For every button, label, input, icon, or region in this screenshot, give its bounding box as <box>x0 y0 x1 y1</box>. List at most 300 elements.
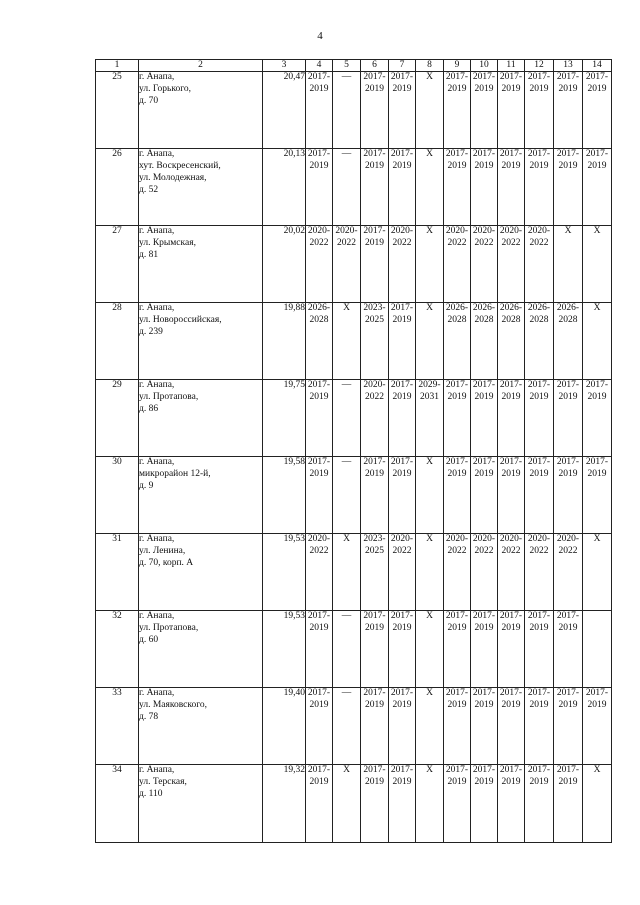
period-cell <box>471 765 498 843</box>
address-line: ул. Новороссийская, <box>139 314 222 325</box>
period-value: 2017-2019 <box>445 72 469 94</box>
period-value: 2026-2028 <box>527 303 551 325</box>
period-cell <box>554 380 583 457</box>
period-cell <box>306 611 333 688</box>
area-value: 19,40 <box>263 688 306 765</box>
address-line: ул. Ленина, <box>139 545 186 556</box>
period-cell <box>444 72 471 149</box>
period-value: 2017-2019 <box>390 611 414 633</box>
area-value: 20,13 <box>263 149 306 226</box>
address-line: г. Анапа, <box>139 380 175 390</box>
period-cell <box>554 534 583 611</box>
area-value: 19,32 <box>263 765 306 843</box>
address-line: ул. Протапова, <box>139 622 199 633</box>
column-header: 6 <box>361 60 389 72</box>
period-cell <box>498 303 525 380</box>
area-value: 20,47 <box>263 72 306 149</box>
period-value: 2017-2019 <box>472 149 496 171</box>
address-line: г. Анапа, <box>139 611 175 621</box>
period-value: 2017-2019 <box>499 457 523 479</box>
period-value: X <box>426 765 433 775</box>
period-cell <box>306 303 333 380</box>
period-cell <box>554 149 583 226</box>
address-line: ул. Крымская, <box>139 237 196 248</box>
address-line: ул. Молодежная, <box>139 172 207 183</box>
period-value: 2017-2019 <box>499 149 523 171</box>
period-value: 2017-2019 <box>363 72 386 94</box>
table-row <box>96 149 612 226</box>
period-cell <box>306 226 333 303</box>
column-header: 1 <box>96 60 139 72</box>
period-value: X <box>426 534 433 544</box>
period-value: 2017-2019 <box>363 457 386 479</box>
period-cell <box>498 765 525 843</box>
period-value: — <box>341 149 352 159</box>
period-value: 2020-2022 <box>390 534 414 556</box>
period-cell <box>333 149 361 226</box>
period-value: X <box>343 534 350 544</box>
address-line: г. Анапа, <box>139 72 175 82</box>
period-cell <box>361 303 389 380</box>
period-value: 2017-2019 <box>363 149 386 171</box>
period-cell <box>583 765 612 843</box>
period-value: 2020-2022 <box>472 534 496 556</box>
period-value: 2017-2019 <box>472 72 496 94</box>
period-cell <box>525 765 554 843</box>
period-cell <box>525 149 554 226</box>
area-value: 19,58 <box>263 457 306 534</box>
column-header: 7 <box>389 60 416 72</box>
period-value: 2017-2019 <box>390 303 414 325</box>
period-value: X <box>593 226 601 236</box>
address-line: г. Анапа, <box>139 303 175 313</box>
address-cell <box>139 72 263 149</box>
period-cell <box>498 534 525 611</box>
period-value: 2017-2019 <box>472 688 496 710</box>
row-number: 32 <box>96 611 139 688</box>
area-value: 19,88 <box>263 303 306 380</box>
area-value: 20,02 <box>263 226 306 303</box>
period-cell <box>361 534 389 611</box>
period-value: 2020-2022 <box>472 226 496 248</box>
period-cell <box>498 226 525 303</box>
period-cell <box>525 457 554 534</box>
period-value: 2017-2019 <box>556 457 580 479</box>
period-value: 2017-2019 <box>307 380 331 402</box>
period-cell <box>498 149 525 226</box>
period-value: 2017-2019 <box>585 688 609 710</box>
period-value: 2026-2028 <box>556 303 580 325</box>
period-cell <box>306 688 333 765</box>
period-value: 2017-2019 <box>363 688 386 710</box>
period-value: X <box>426 688 433 698</box>
period-value: 2017-2019 <box>499 380 523 402</box>
period-value: X <box>426 226 433 236</box>
period-value: X <box>426 303 433 313</box>
period-value: 2017-2019 <box>445 611 469 633</box>
period-value: 2017-2019 <box>527 72 551 94</box>
row-number: 33 <box>96 688 139 765</box>
period-value: — <box>341 611 352 621</box>
column-header: 2 <box>139 60 263 72</box>
address-line: д. 70 <box>139 95 159 106</box>
period-cell <box>525 380 554 457</box>
period-value: 2017-2019 <box>445 380 469 402</box>
period-cell <box>554 226 583 303</box>
period-cell <box>554 765 583 843</box>
period-value: 2026-2028 <box>472 303 496 325</box>
address-cell <box>139 457 263 534</box>
period-value: 2017-2019 <box>585 380 609 402</box>
row-number: 27 <box>96 226 139 303</box>
address-cell <box>139 611 263 688</box>
period-value: 2020-2022 <box>445 534 469 556</box>
table-row <box>96 457 612 534</box>
period-cell <box>471 303 498 380</box>
address-line: г. Анапа, <box>139 226 175 236</box>
row-number: 30 <box>96 457 139 534</box>
page-number: 4 <box>317 30 323 42</box>
period-cell <box>444 380 471 457</box>
period-cell <box>444 303 471 380</box>
address-line: ул. Терская, <box>139 776 187 787</box>
period-value: 2017-2019 <box>390 457 414 479</box>
row-number: 34 <box>96 765 139 843</box>
column-header: 12 <box>525 60 554 72</box>
period-value: 2020-2022 <box>499 226 523 248</box>
period-cell <box>416 688 444 765</box>
period-value: 2017-2019 <box>390 149 414 171</box>
period-value: 2026-2028 <box>307 303 331 325</box>
period-value: 2017-2019 <box>307 611 331 633</box>
period-value: 2020-2022 <box>307 534 331 556</box>
period-value: 2017-2019 <box>445 688 469 710</box>
period-cell <box>306 72 333 149</box>
period-cell <box>554 688 583 765</box>
address-line: г. Анапа, <box>139 149 175 159</box>
period-value: — <box>341 72 352 82</box>
period-value: 2017-2019 <box>445 765 469 787</box>
period-cell <box>333 303 361 380</box>
period-cell <box>416 457 444 534</box>
period-value: 2017-2019 <box>556 688 580 710</box>
period-cell <box>361 457 389 534</box>
period-value: 2017-2019 <box>499 688 523 710</box>
address-line: ул. Маяковского, <box>139 699 208 710</box>
period-cell <box>444 611 471 688</box>
address-line: д. 110 <box>139 788 163 799</box>
period-value: X <box>593 303 601 313</box>
period-value: 2017-2019 <box>390 688 414 710</box>
period-value: X <box>593 765 601 775</box>
table-row <box>96 303 612 380</box>
period-cell <box>416 611 444 688</box>
period-value: X <box>426 457 433 467</box>
address-line: д. 81 <box>139 249 159 260</box>
row-number: 25 <box>96 72 139 149</box>
column-header: 13 <box>554 60 583 72</box>
table-row <box>96 72 612 149</box>
period-value: 2017-2019 <box>556 72 580 94</box>
period-value: 2017-2019 <box>527 688 551 710</box>
period-cell <box>498 380 525 457</box>
period-cell <box>416 226 444 303</box>
period-value: 2020-2022 <box>556 534 580 556</box>
period-value: 2017-2019 <box>527 149 551 171</box>
period-cell <box>389 226 416 303</box>
address-line: д. 78 <box>139 711 159 722</box>
period-cell <box>416 534 444 611</box>
area-value: 19,75 <box>263 380 306 457</box>
period-value: 2017-2019 <box>307 72 331 94</box>
period-cell <box>361 765 389 843</box>
address-line: д. 9 <box>139 480 154 491</box>
period-value: X <box>564 226 572 236</box>
period-cell <box>583 226 612 303</box>
period-value: X <box>426 149 433 159</box>
address-line: г. Анапа, <box>139 688 175 698</box>
period-value: 2017-2019 <box>307 149 331 171</box>
period-value: 2017-2019 <box>556 149 580 171</box>
period-value: 2026-2028 <box>499 303 523 325</box>
table-row <box>96 380 612 457</box>
address-line: микрорайон 12-й, <box>139 468 211 479</box>
period-value: 2017-2019 <box>556 380 580 402</box>
period-value: X <box>343 303 350 313</box>
period-cell <box>583 534 612 611</box>
period-value: 2017-2019 <box>527 457 551 479</box>
period-value: — <box>341 457 352 467</box>
period-cell <box>471 380 498 457</box>
period-value: 2017-2019 <box>556 611 580 633</box>
period-cell <box>361 226 389 303</box>
period-value: 2017-2019 <box>499 765 523 787</box>
period-value: 2017-2019 <box>527 611 551 633</box>
address-cell <box>139 303 263 380</box>
period-cell <box>583 457 612 534</box>
table-body <box>96 72 612 843</box>
period-value: 2017-2019 <box>363 765 386 787</box>
period-value: 2020-2022 <box>335 226 358 248</box>
period-value: 2017-2019 <box>307 765 331 787</box>
period-cell <box>333 611 361 688</box>
period-cell <box>416 765 444 843</box>
period-cell <box>471 457 498 534</box>
period-cell <box>333 765 361 843</box>
period-cell <box>471 534 498 611</box>
period-cell <box>583 149 612 226</box>
period-cell <box>554 611 583 688</box>
period-cell <box>554 72 583 149</box>
period-cell <box>361 380 389 457</box>
period-cell <box>416 303 444 380</box>
period-cell <box>389 149 416 226</box>
row-number: 31 <box>96 534 139 611</box>
address-cell <box>139 765 263 843</box>
period-cell <box>471 688 498 765</box>
period-value: X <box>426 72 433 82</box>
period-cell <box>583 380 612 457</box>
repair-schedule-table <box>95 59 612 843</box>
period-value: 2017-2019 <box>390 380 414 402</box>
period-value: 2017-2019 <box>307 688 331 710</box>
period-value: 2020-2022 <box>527 534 551 556</box>
address-line: д. 60 <box>139 634 159 645</box>
period-cell <box>525 226 554 303</box>
period-value: 2017-2019 <box>472 380 496 402</box>
area-value: 19,53 <box>263 611 306 688</box>
table-row <box>96 611 612 688</box>
period-value: X <box>343 765 350 775</box>
period-cell <box>389 611 416 688</box>
period-cell <box>583 611 612 688</box>
period-cell <box>583 688 612 765</box>
period-cell <box>525 72 554 149</box>
period-cell <box>333 72 361 149</box>
area-value: 19,53 <box>263 534 306 611</box>
period-cell <box>361 611 389 688</box>
address-cell <box>139 534 263 611</box>
period-cell <box>525 611 554 688</box>
period-value: — <box>341 380 352 390</box>
period-value: 2017-2019 <box>585 72 609 94</box>
column-header: 3 <box>263 60 306 72</box>
address-line: хут. Воскресенский, <box>139 160 221 171</box>
period-value: 2017-2019 <box>585 457 609 479</box>
table-row <box>96 688 612 765</box>
period-value: 2020-2022 <box>363 380 386 402</box>
period-cell <box>498 457 525 534</box>
period-cell <box>444 765 471 843</box>
address-line: ул. Протапова, <box>139 391 199 402</box>
period-value: — <box>341 688 352 698</box>
row-number: 28 <box>96 303 139 380</box>
period-cell <box>444 688 471 765</box>
period-cell <box>498 72 525 149</box>
row-number: 29 <box>96 380 139 457</box>
period-cell <box>389 380 416 457</box>
period-cell <box>389 765 416 843</box>
column-header: 8 <box>416 60 444 72</box>
period-cell <box>333 380 361 457</box>
address-cell <box>139 688 263 765</box>
address-line: г. Анапа, <box>139 534 175 544</box>
period-value: 2017-2019 <box>307 457 331 479</box>
period-cell <box>498 611 525 688</box>
column-header: 10 <box>471 60 498 72</box>
address-line: д. 52 <box>139 184 159 195</box>
column-header: 5 <box>333 60 361 72</box>
period-value: 2020-2022 <box>527 226 551 248</box>
period-value: X <box>426 611 433 621</box>
period-cell <box>361 72 389 149</box>
period-cell <box>583 303 612 380</box>
period-cell <box>444 534 471 611</box>
period-value: 2017-2019 <box>363 226 386 248</box>
column-header: 9 <box>444 60 471 72</box>
period-value: 2020-2022 <box>445 226 469 248</box>
address-line: д. 86 <box>139 403 159 414</box>
period-cell <box>389 72 416 149</box>
period-value: 2023-2025 <box>363 303 386 325</box>
table-row <box>96 765 612 843</box>
column-number-row <box>96 60 612 72</box>
period-cell <box>306 149 333 226</box>
period-cell <box>416 149 444 226</box>
period-value: 2017-2019 <box>472 765 496 787</box>
period-cell <box>525 534 554 611</box>
period-value: 2020-2022 <box>499 534 523 556</box>
period-value: X <box>593 534 601 544</box>
period-cell <box>554 303 583 380</box>
period-cell <box>361 688 389 765</box>
row-number: 26 <box>96 149 139 226</box>
period-cell <box>333 534 361 611</box>
address-line: д. 70, корп. А <box>139 557 194 568</box>
period-value: 2020-2022 <box>307 226 331 248</box>
address-cell <box>139 380 263 457</box>
period-value: 2017-2019 <box>499 72 523 94</box>
period-cell <box>333 688 361 765</box>
period-cell <box>389 303 416 380</box>
period-value: 2017-2019 <box>445 149 469 171</box>
period-cell <box>471 226 498 303</box>
period-cell <box>444 457 471 534</box>
period-value: 2017-2019 <box>499 611 523 633</box>
period-cell <box>306 765 333 843</box>
period-value: 2017-2019 <box>585 149 609 171</box>
period-cell <box>389 534 416 611</box>
period-cell <box>416 380 444 457</box>
period-value: 2017-2019 <box>445 457 469 479</box>
period-value: 2017-2019 <box>363 611 386 633</box>
column-header: 4 <box>306 60 333 72</box>
period-cell <box>525 688 554 765</box>
table-row <box>96 534 612 611</box>
address-cell <box>139 149 263 226</box>
period-cell <box>471 611 498 688</box>
address-line: г. Анапа, <box>139 765 175 775</box>
column-header: 14 <box>583 60 612 72</box>
period-cell <box>333 457 361 534</box>
period-cell <box>389 457 416 534</box>
period-value: 2017-2019 <box>472 611 496 633</box>
period-cell <box>306 534 333 611</box>
period-value: 2017-2019 <box>472 457 496 479</box>
period-value: 2020-2022 <box>390 226 414 248</box>
period-value: 2017-2019 <box>390 765 414 787</box>
address-line: г. Анапа, <box>139 457 175 467</box>
period-cell <box>498 688 525 765</box>
period-cell <box>444 226 471 303</box>
period-cell <box>525 303 554 380</box>
period-cell <box>306 380 333 457</box>
period-value: 2017-2019 <box>527 765 551 787</box>
period-value: 2017-2019 <box>390 72 414 94</box>
address-cell <box>139 226 263 303</box>
period-cell <box>471 72 498 149</box>
table-row <box>96 226 612 303</box>
period-cell <box>389 688 416 765</box>
column-header: 11 <box>498 60 525 72</box>
period-value: 2017-2019 <box>556 765 580 787</box>
period-cell <box>444 149 471 226</box>
period-cell <box>361 149 389 226</box>
period-value: 2023-2025 <box>363 534 386 556</box>
period-value: 2029-2031 <box>418 380 441 402</box>
period-cell <box>583 72 612 149</box>
address-line: ул. Горького, <box>139 83 191 94</box>
